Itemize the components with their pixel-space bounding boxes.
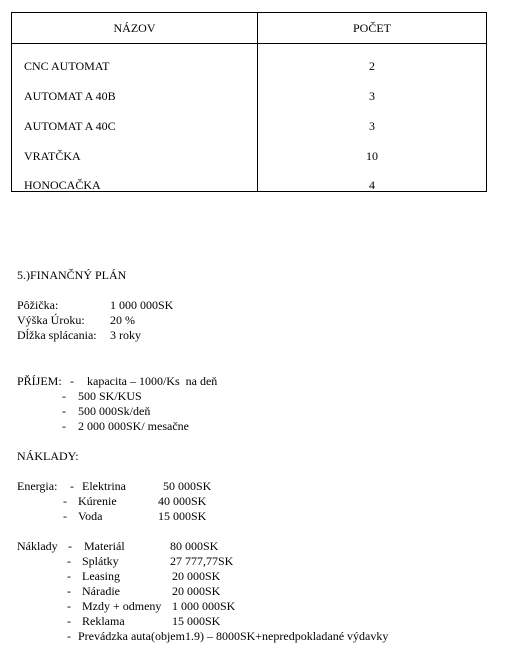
bullet-dash: - bbox=[62, 389, 66, 403]
row-count: 10 bbox=[366, 149, 378, 163]
row-count: 4 bbox=[369, 178, 375, 192]
energy-item-name: Kúrenie bbox=[78, 494, 117, 508]
section-heading: 5.)FINANČNÝ PLÁN bbox=[17, 268, 127, 282]
row-count: 3 bbox=[369, 89, 375, 103]
repayment-label: Dĺžka splácania: bbox=[17, 328, 97, 342]
energy-item-value: 50 000SK bbox=[163, 479, 212, 493]
cost-item-name: Materiál bbox=[84, 539, 125, 553]
row-count: 3 bbox=[369, 119, 375, 133]
income-capacity: kapacita – 1000/Ks na deň bbox=[87, 374, 218, 388]
cost-item-value: 80 000SK bbox=[170, 539, 219, 553]
header-nazov: NÁZOV bbox=[113, 21, 156, 35]
bullet-dash: - bbox=[67, 614, 71, 628]
table-row bbox=[12, 119, 486, 135]
bullet-dash: - bbox=[67, 599, 71, 613]
bullet-dash: - bbox=[62, 404, 66, 418]
cost-item-value: 27 777,77SK bbox=[170, 554, 234, 568]
energy-item-name: Voda bbox=[78, 509, 103, 523]
income-label: PŘÍJEM: bbox=[17, 374, 62, 388]
energy-item-name: Elektrina bbox=[82, 479, 126, 493]
interest-value: 20 % bbox=[110, 313, 135, 327]
energy-item-value: 40 000SK bbox=[158, 494, 207, 508]
row-name: AUTOMAT A 40C bbox=[24, 119, 116, 133]
cost-item-value: 20 000SK bbox=[172, 584, 221, 598]
row-name: CNC AUTOMAT bbox=[24, 59, 110, 73]
bullet-dash: - bbox=[70, 479, 74, 493]
income-item: 500 000Sk/deň bbox=[78, 404, 151, 418]
table-row bbox=[12, 89, 486, 105]
table-row bbox=[12, 178, 486, 194]
bullet-dash: - bbox=[68, 539, 72, 553]
bullet-dash: - bbox=[62, 419, 66, 433]
cost-item-value: 1 000 000SK bbox=[172, 599, 236, 613]
income-item: 500 SK/KUS bbox=[78, 389, 142, 403]
energy-item-value: 15 000SK bbox=[158, 509, 207, 523]
loan-label: Pôžička: bbox=[17, 298, 59, 312]
bullet-dash: - bbox=[70, 374, 74, 388]
cost-item-name: Prevádzka auta(objem1.9) – 8000SK+nepredpokladané výdavky bbox=[78, 629, 389, 643]
bullet-dash: - bbox=[67, 629, 71, 643]
loan-value: 1 000 000SK bbox=[110, 298, 174, 312]
table-row bbox=[12, 59, 486, 75]
bullet-dash: - bbox=[63, 509, 67, 523]
bullet-dash: - bbox=[63, 494, 67, 508]
costs-label: Náklady bbox=[17, 539, 58, 553]
row-name: HONOCAČKA bbox=[24, 178, 101, 192]
cost-item-name: Náradie bbox=[82, 584, 120, 598]
cost-item-name: Reklama bbox=[82, 614, 125, 628]
repayment-value: 3 roky bbox=[110, 328, 141, 342]
cost-item-value: 20 000SK bbox=[172, 569, 221, 583]
cost-item-name: Splátky bbox=[82, 554, 119, 568]
cost-item-value: 15 000SK bbox=[172, 614, 221, 628]
equipment-table bbox=[11, 12, 487, 192]
cost-item-name: Leasing bbox=[82, 569, 120, 583]
cost-item-name: Mzdy + odmeny bbox=[82, 599, 162, 613]
bullet-dash: - bbox=[67, 569, 71, 583]
header-pocet: POČET bbox=[352, 21, 391, 35]
bullet-dash: - bbox=[67, 554, 71, 568]
interest-label: Výška Úroku: bbox=[17, 313, 85, 327]
header-divider bbox=[12, 43, 486, 44]
row-name: AUTOMAT A 40B bbox=[24, 89, 116, 103]
table-row bbox=[12, 149, 486, 165]
costs-heading: NÁKLADY: bbox=[17, 449, 79, 463]
energy-label: Energia: bbox=[17, 479, 58, 493]
row-name: VRATČKA bbox=[24, 149, 81, 163]
row-count: 2 bbox=[369, 59, 375, 73]
bullet-dash: - bbox=[67, 584, 71, 598]
income-item: 2 000 000SK/ mesačne bbox=[78, 419, 189, 433]
